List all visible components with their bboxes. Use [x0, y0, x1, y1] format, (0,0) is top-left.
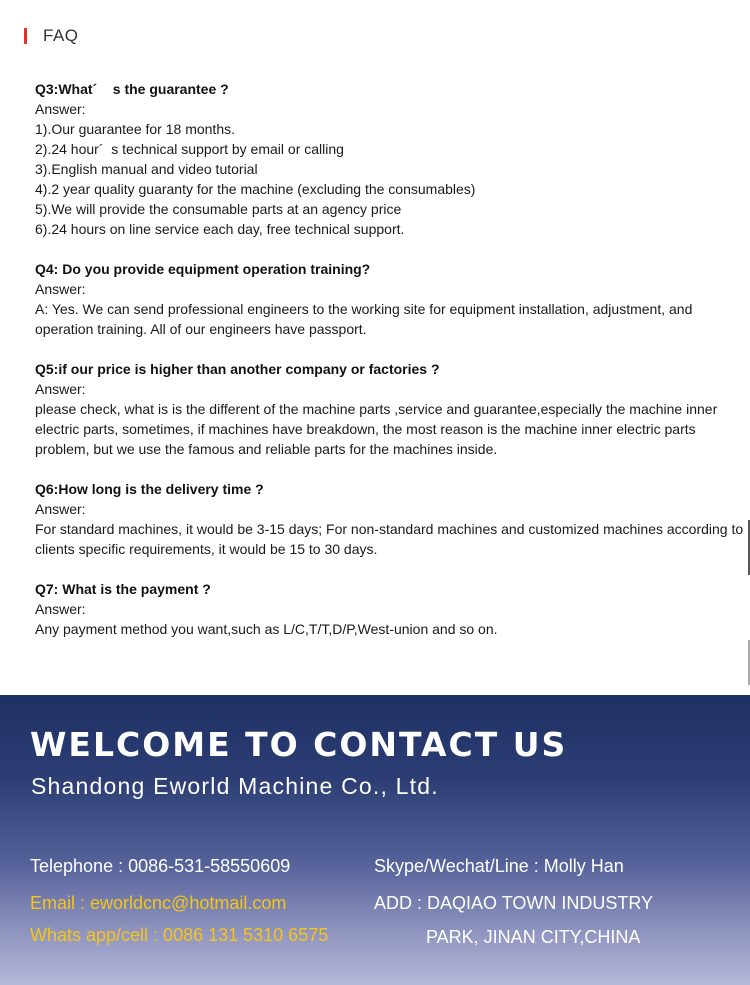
- faq-title: FAQ: [43, 26, 79, 45]
- answer-line: 3).English manual and video tutorial: [35, 161, 258, 177]
- address-line-1: ADD : DAQIAO TOWN INDUSTRY: [374, 893, 654, 913]
- answer-line: 2).24 hour´ s technical support by email or calling: [35, 141, 344, 157]
- telephone: Telephone : 0086-531-58550609: [30, 856, 291, 876]
- answer-label: Answer:: [35, 381, 86, 397]
- faq-item-q6: [35, 479, 747, 559]
- answer-line: 1).Our guarantee for 18 months.: [35, 121, 235, 137]
- faq-item-q3: [35, 79, 747, 239]
- answer-line: 5).We will provide the consumable parts at an agency price: [35, 201, 402, 217]
- company-name: Shandong Eworld Machine Co., Ltd.: [31, 773, 439, 799]
- contact-banner: [0, 695, 750, 985]
- accent-bar: [24, 28, 27, 44]
- question: Q5:if our price is higher than another company or factories ?: [35, 361, 440, 377]
- answer-line: 6).24 hours on line service each day, free technical support.: [35, 221, 405, 237]
- answer-label: Answer:: [35, 601, 86, 617]
- answer-label: Answer:: [35, 101, 86, 117]
- question: Q4: Do you provide equipment operation training?: [35, 261, 371, 277]
- answer-line: 4).2 year quality guaranty for the machine (excluding the consumables): [35, 181, 476, 197]
- faq-list: [35, 79, 747, 659]
- faq-header: [24, 24, 79, 48]
- answer-text: For standard machines, it would be 3-15 days; For non-standard machines and customized machines according to clients specific requirements, it would be 15 to 30 days.: [35, 521, 748, 557]
- faq-item-q4: [35, 259, 747, 339]
- answer-text: A: Yes. We can send professional engineers to the working site for equipment installation, adjustment, and operation training. All of our engineers have passport.: [35, 301, 697, 337]
- faq-item-q7: [35, 579, 747, 639]
- address-line-2: PARK, JINAN CITY,CHINA: [426, 927, 641, 947]
- question: Q7: What is the payment ?: [35, 581, 211, 597]
- answer-text: please check, what is is the different of the machine parts ,service and guarantee,especially the machine inner electric parts, sometimes, if machines have breakdown, the most reason is the machine inner electric parts problem, but we use the famous and reliable parts for the machines inside.: [35, 401, 722, 457]
- question: Q3:What´ s the guarantee ?: [35, 81, 229, 97]
- answer-label: Answer:: [35, 501, 86, 517]
- email: Email : eworldcnc@hotmail.com: [30, 893, 287, 913]
- question: Q6:How long is the delivery time ?: [35, 481, 264, 497]
- contact-title: WELCOME TO CONTACT US: [30, 725, 568, 764]
- answer-label: Answer:: [35, 281, 86, 297]
- faq-item-q5: [35, 359, 747, 459]
- skype-wechat-line: Skype/Wechat/Line : Molly Han: [374, 856, 624, 876]
- answer-text: Any payment method you want,such as L/C,T/T,D/P,West-union and so on.: [35, 621, 498, 637]
- whatsapp-cell: Whats app/cell : 0086 131 5310 6575: [30, 925, 329, 945]
